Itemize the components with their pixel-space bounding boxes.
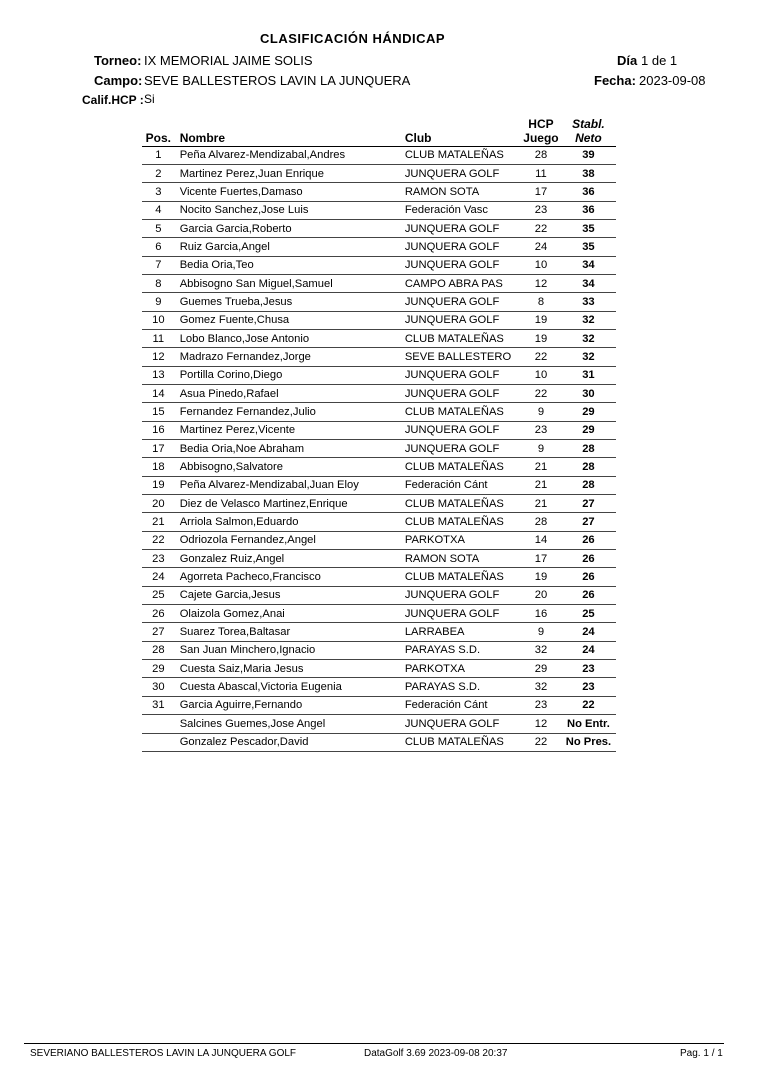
cell-club: JUNQUERA GOLF: [402, 384, 521, 402]
cell-neto: 30: [561, 384, 616, 402]
cell-club: PARAYAS S.D.: [402, 678, 521, 696]
col-header-neto: [561, 113, 616, 146]
cell-name: Garcia Garcia,Roberto: [175, 219, 402, 237]
col-header-neto-line2: Neto: [575, 130, 602, 145]
table-row: [142, 476, 616, 494]
cell-pos: 28: [142, 641, 175, 659]
cell-hcp: 19: [521, 329, 561, 347]
cell-hcp: 19: [521, 568, 561, 586]
cell-pos: 4: [142, 201, 175, 219]
cell-pos: 3: [142, 183, 175, 201]
cell-name: Bedia Oria,Teo: [175, 256, 402, 274]
cell-name: Gomez Fuente,Chusa: [175, 311, 402, 329]
cell-neto: 35: [561, 238, 616, 256]
table-row: [142, 421, 616, 439]
table-row: [142, 201, 616, 219]
cell-neto: 27: [561, 513, 616, 531]
cell-name: Guemes Trueba,Jesus: [175, 293, 402, 311]
cell-hcp: 20: [521, 586, 561, 604]
cell-hcp: 21: [521, 495, 561, 513]
table-row: [142, 458, 616, 476]
table-row: [142, 183, 616, 201]
cell-club: JUNQUERA GOLF: [402, 440, 521, 458]
col-header-hcp-line1: HCP: [528, 116, 554, 131]
cell-neto: 23: [561, 678, 616, 696]
cell-pos: 25: [142, 586, 175, 604]
cell-pos: 23: [142, 550, 175, 568]
cell-hcp: 28: [521, 513, 561, 531]
table-row: [142, 348, 616, 366]
cell-neto: 39: [561, 146, 616, 164]
col-header-hcp-line2: Juego: [523, 130, 559, 145]
cell-neto: 34: [561, 256, 616, 274]
cell-neto: 36: [561, 183, 616, 201]
cell-pos: 21: [142, 513, 175, 531]
cell-pos: 17: [142, 440, 175, 458]
cell-pos: 11: [142, 329, 175, 347]
cell-hcp: 23: [521, 201, 561, 219]
cell-neto: 28: [561, 476, 616, 494]
cell-name: Salcines Guemes,Jose Angel: [175, 715, 402, 733]
table-row: [142, 531, 616, 549]
cell-pos: 16: [142, 421, 175, 439]
cell-hcp: 32: [521, 678, 561, 696]
table-row: [142, 605, 616, 623]
cell-neto: 36: [561, 201, 616, 219]
cell-hcp: 12: [521, 274, 561, 292]
cell-pos: 6: [142, 238, 175, 256]
col-header-hcp: [521, 113, 561, 146]
cell-name: Agorreta Pacheco,Francisco: [175, 568, 402, 586]
cell-pos: 13: [142, 366, 175, 384]
cell-neto: 32: [561, 329, 616, 347]
cell-pos: 31: [142, 696, 175, 714]
cell-club: JUNQUERA GOLF: [402, 605, 521, 623]
cell-name: Fernandez Fernandez,Julio: [175, 403, 402, 421]
cell-club: CLUB MATALEÑAS: [402, 495, 521, 513]
cell-neto: 32: [561, 348, 616, 366]
footer-divider: [24, 1043, 724, 1044]
cell-club: JUNQUERA GOLF: [402, 164, 521, 182]
cell-neto: 22: [561, 696, 616, 714]
cell-club: JUNQUERA GOLF: [402, 715, 521, 733]
cell-pos: 26: [142, 605, 175, 623]
cell-pos: 15: [142, 403, 175, 421]
cell-club: JUNQUERA GOLF: [402, 256, 521, 274]
cell-pos: 20: [142, 495, 175, 513]
cell-hcp: 14: [521, 531, 561, 549]
cell-club: CLUB MATALEÑAS: [402, 568, 521, 586]
cell-hcp: 29: [521, 660, 561, 678]
cell-club: PARKOTXA: [402, 531, 521, 549]
cell-hcp: 10: [521, 256, 561, 274]
cell-neto: 29: [561, 403, 616, 421]
footer-software: DataGolf 3.69 2023-09-08 20:37: [364, 1048, 508, 1059]
cell-hcp: 8: [521, 293, 561, 311]
table-row: [142, 568, 616, 586]
cell-hcp: 22: [521, 733, 561, 751]
cell-club: SEVE BALLESTERO: [402, 348, 521, 366]
table-header-row: [142, 113, 616, 146]
table-row: [142, 384, 616, 402]
cell-name: Portilla Corino,Diego: [175, 366, 402, 384]
cell-name: Asua Pinedo,Rafael: [175, 384, 402, 402]
col-header-club: Club: [402, 113, 521, 146]
cell-club: CLUB MATALEÑAS: [402, 458, 521, 476]
table-row: [142, 696, 616, 714]
cell-hcp: 16: [521, 605, 561, 623]
cell-neto: 32: [561, 311, 616, 329]
cell-hcp: 23: [521, 696, 561, 714]
cell-name: Lobo Blanco,Jose Antonio: [175, 329, 402, 347]
page-title: CLASIFICACIÓN HÁNDICAP: [260, 31, 446, 46]
table-row: [142, 219, 616, 237]
cell-club: CLUB MATALEÑAS: [402, 733, 521, 751]
cell-pos: 19: [142, 476, 175, 494]
cell-club: RAMON SOTA: [402, 183, 521, 201]
cell-neto: 38: [561, 164, 616, 182]
cell-name: Nocito Sanchez,Jose Luis: [175, 201, 402, 219]
cell-neto: No Entr.: [561, 715, 616, 733]
cell-pos: 2: [142, 164, 175, 182]
cell-hcp: 22: [521, 219, 561, 237]
cell-hcp: 9: [521, 403, 561, 421]
table-row: [142, 440, 616, 458]
dia-label: Día: [617, 53, 638, 68]
cell-neto: 23: [561, 660, 616, 678]
cell-club: JUNQUERA GOLF: [402, 421, 521, 439]
cell-club: LARRABEA: [402, 623, 521, 641]
cell-neto: 35: [561, 219, 616, 237]
cell-neto: 24: [561, 623, 616, 641]
cell-hcp: 12: [521, 715, 561, 733]
cell-hcp: 22: [521, 348, 561, 366]
cell-club: RAMON SOTA: [402, 550, 521, 568]
cell-name: Abbisogno San Miguel,Samuel: [175, 274, 402, 292]
cell-club: JUNQUERA GOLF: [402, 311, 521, 329]
table-row: [142, 403, 616, 421]
torneo-label: Torneo:: [94, 53, 142, 68]
cell-hcp: 24: [521, 238, 561, 256]
cell-pos: [142, 733, 175, 751]
cell-pos: 24: [142, 568, 175, 586]
table-row: [142, 329, 616, 347]
calif-hcp-label: Calif.HCP :: [82, 93, 144, 107]
cell-neto: 26: [561, 550, 616, 568]
table-row: [142, 641, 616, 659]
footer-club: SEVERIANO BALLESTEROS LAVIN LA JUNQUERA GOLF: [30, 1048, 297, 1059]
table-row: [142, 146, 616, 164]
cell-name: Arriola Salmon,Eduardo: [175, 513, 402, 531]
cell-name: Cuesta Abascal,Victoria Eugenia: [175, 678, 402, 696]
cell-neto: 26: [561, 586, 616, 604]
cell-club: JUNQUERA GOLF: [402, 293, 521, 311]
cell-name: Madrazo Fernandez,Jorge: [175, 348, 402, 366]
cell-club: CLUB MATALEÑAS: [402, 146, 521, 164]
cell-neto: 25: [561, 605, 616, 623]
cell-hcp: 10: [521, 366, 561, 384]
cell-name: Gonzalez Pescador,David: [175, 733, 402, 751]
table-row: [142, 660, 616, 678]
cell-name: Vicente Fuertes,Damaso: [175, 183, 402, 201]
cell-neto: 26: [561, 531, 616, 549]
col-header-pos: Pos.: [142, 113, 175, 146]
cell-name: Peña Alvarez-Mendizabal,Juan Eloy: [175, 476, 402, 494]
cell-name: Martinez Perez,Juan Enrique: [175, 164, 402, 182]
cell-pos: 27: [142, 623, 175, 641]
table-row: [142, 164, 616, 182]
cell-club: Federación Cánt: [402, 476, 521, 494]
table-row: [142, 715, 616, 733]
cell-pos: 1: [142, 146, 175, 164]
cell-hcp: 9: [521, 623, 561, 641]
cell-neto: 31: [561, 366, 616, 384]
calif-hcp-value: Si: [144, 92, 155, 106]
cell-club: CAMPO ABRA PAS: [402, 274, 521, 292]
campo-label: Campo:: [94, 73, 143, 88]
cell-hcp: 21: [521, 476, 561, 494]
table-row: [142, 293, 616, 311]
results-table: [142, 113, 616, 752]
campo-value: SEVE BALLESTEROS LAVIN LA JUNQUERA: [144, 73, 411, 88]
cell-name: Olaizola Gomez,Anai: [175, 605, 402, 623]
table-row: [142, 513, 616, 531]
table-row: [142, 623, 616, 641]
cell-club: JUNQUERA GOLF: [402, 366, 521, 384]
cell-pos: 9: [142, 293, 175, 311]
torneo-value: IX MEMORIAL JAIME SOLIS: [144, 53, 313, 68]
fecha-value: 2023-09-08: [639, 73, 706, 88]
cell-name: Ruiz Garcia,Angel: [175, 238, 402, 256]
cell-club: CLUB MATALEÑAS: [402, 513, 521, 531]
cell-club: Federación Vasc: [402, 201, 521, 219]
cell-club: JUNQUERA GOLF: [402, 219, 521, 237]
cell-neto: 27: [561, 495, 616, 513]
cell-name: Garcia Aguirre,Fernando: [175, 696, 402, 714]
cell-club: PARAYAS S.D.: [402, 641, 521, 659]
cell-name: San Juan Minchero,Ignacio: [175, 641, 402, 659]
table-row: [142, 550, 616, 568]
cell-pos: 5: [142, 219, 175, 237]
cell-club: CLUB MATALEÑAS: [402, 403, 521, 421]
col-header-neto-line1: Stabl.: [572, 116, 605, 131]
cell-pos: 18: [142, 458, 175, 476]
table-row: [142, 238, 616, 256]
table-row: [142, 366, 616, 384]
cell-name: Bedia Oria,Noe Abraham: [175, 440, 402, 458]
cell-neto: 34: [561, 274, 616, 292]
table-row: [142, 274, 616, 292]
cell-name: Suarez Torea,Baltasar: [175, 623, 402, 641]
dia-value: 1 de 1: [641, 53, 678, 68]
cell-name: Peña Alvarez-Mendizabal,Andres: [175, 146, 402, 164]
table-row: [142, 586, 616, 604]
cell-pos: 10: [142, 311, 175, 329]
cell-name: Cuesta Saiz,Maria Jesus: [175, 660, 402, 678]
cell-pos: 30: [142, 678, 175, 696]
cell-pos: 8: [142, 274, 175, 292]
cell-pos: 29: [142, 660, 175, 678]
cell-hcp: 9: [521, 440, 561, 458]
cell-pos: 14: [142, 384, 175, 402]
cell-hcp: 17: [521, 550, 561, 568]
cell-pos: [142, 715, 175, 733]
cell-name: Diez de Velasco Martinez,Enrique: [175, 495, 402, 513]
cell-hcp: 11: [521, 164, 561, 182]
cell-club: JUNQUERA GOLF: [402, 238, 521, 256]
cell-club: JUNQUERA GOLF: [402, 586, 521, 604]
cell-hcp: 21: [521, 458, 561, 476]
cell-name: Odriozola Fernandez,Angel: [175, 531, 402, 549]
cell-neto: 28: [561, 458, 616, 476]
cell-pos: 7: [142, 256, 175, 274]
cell-name: Martinez Perez,Vicente: [175, 421, 402, 439]
cell-name: Gonzalez Ruiz,Angel: [175, 550, 402, 568]
cell-hcp: 17: [521, 183, 561, 201]
cell-name: Abbisogno,Salvatore: [175, 458, 402, 476]
col-header-name: Nombre: [175, 113, 402, 146]
cell-neto: 28: [561, 440, 616, 458]
cell-pos: 22: [142, 531, 175, 549]
table-row: [142, 733, 616, 751]
cell-club: Federación Cánt: [402, 696, 521, 714]
footer-page: Pag. 1 / 1: [680, 1048, 723, 1059]
cell-hcp: 32: [521, 641, 561, 659]
cell-neto: 24: [561, 641, 616, 659]
cell-neto: 26: [561, 568, 616, 586]
cell-name: Cajete Garcia,Jesus: [175, 586, 402, 604]
cell-club: PARKOTXA: [402, 660, 521, 678]
cell-club: CLUB MATALEÑAS: [402, 329, 521, 347]
table-row: [142, 256, 616, 274]
cell-neto: 29: [561, 421, 616, 439]
table-row: [142, 495, 616, 513]
cell-neto: 33: [561, 293, 616, 311]
cell-hcp: 19: [521, 311, 561, 329]
cell-pos: 12: [142, 348, 175, 366]
cell-neto: No Pres.: [561, 733, 616, 751]
cell-hcp: 22: [521, 384, 561, 402]
table-row: [142, 311, 616, 329]
fecha-label: Fecha:: [594, 73, 636, 88]
cell-hcp: 28: [521, 146, 561, 164]
table-row: [142, 678, 616, 696]
cell-hcp: 23: [521, 421, 561, 439]
